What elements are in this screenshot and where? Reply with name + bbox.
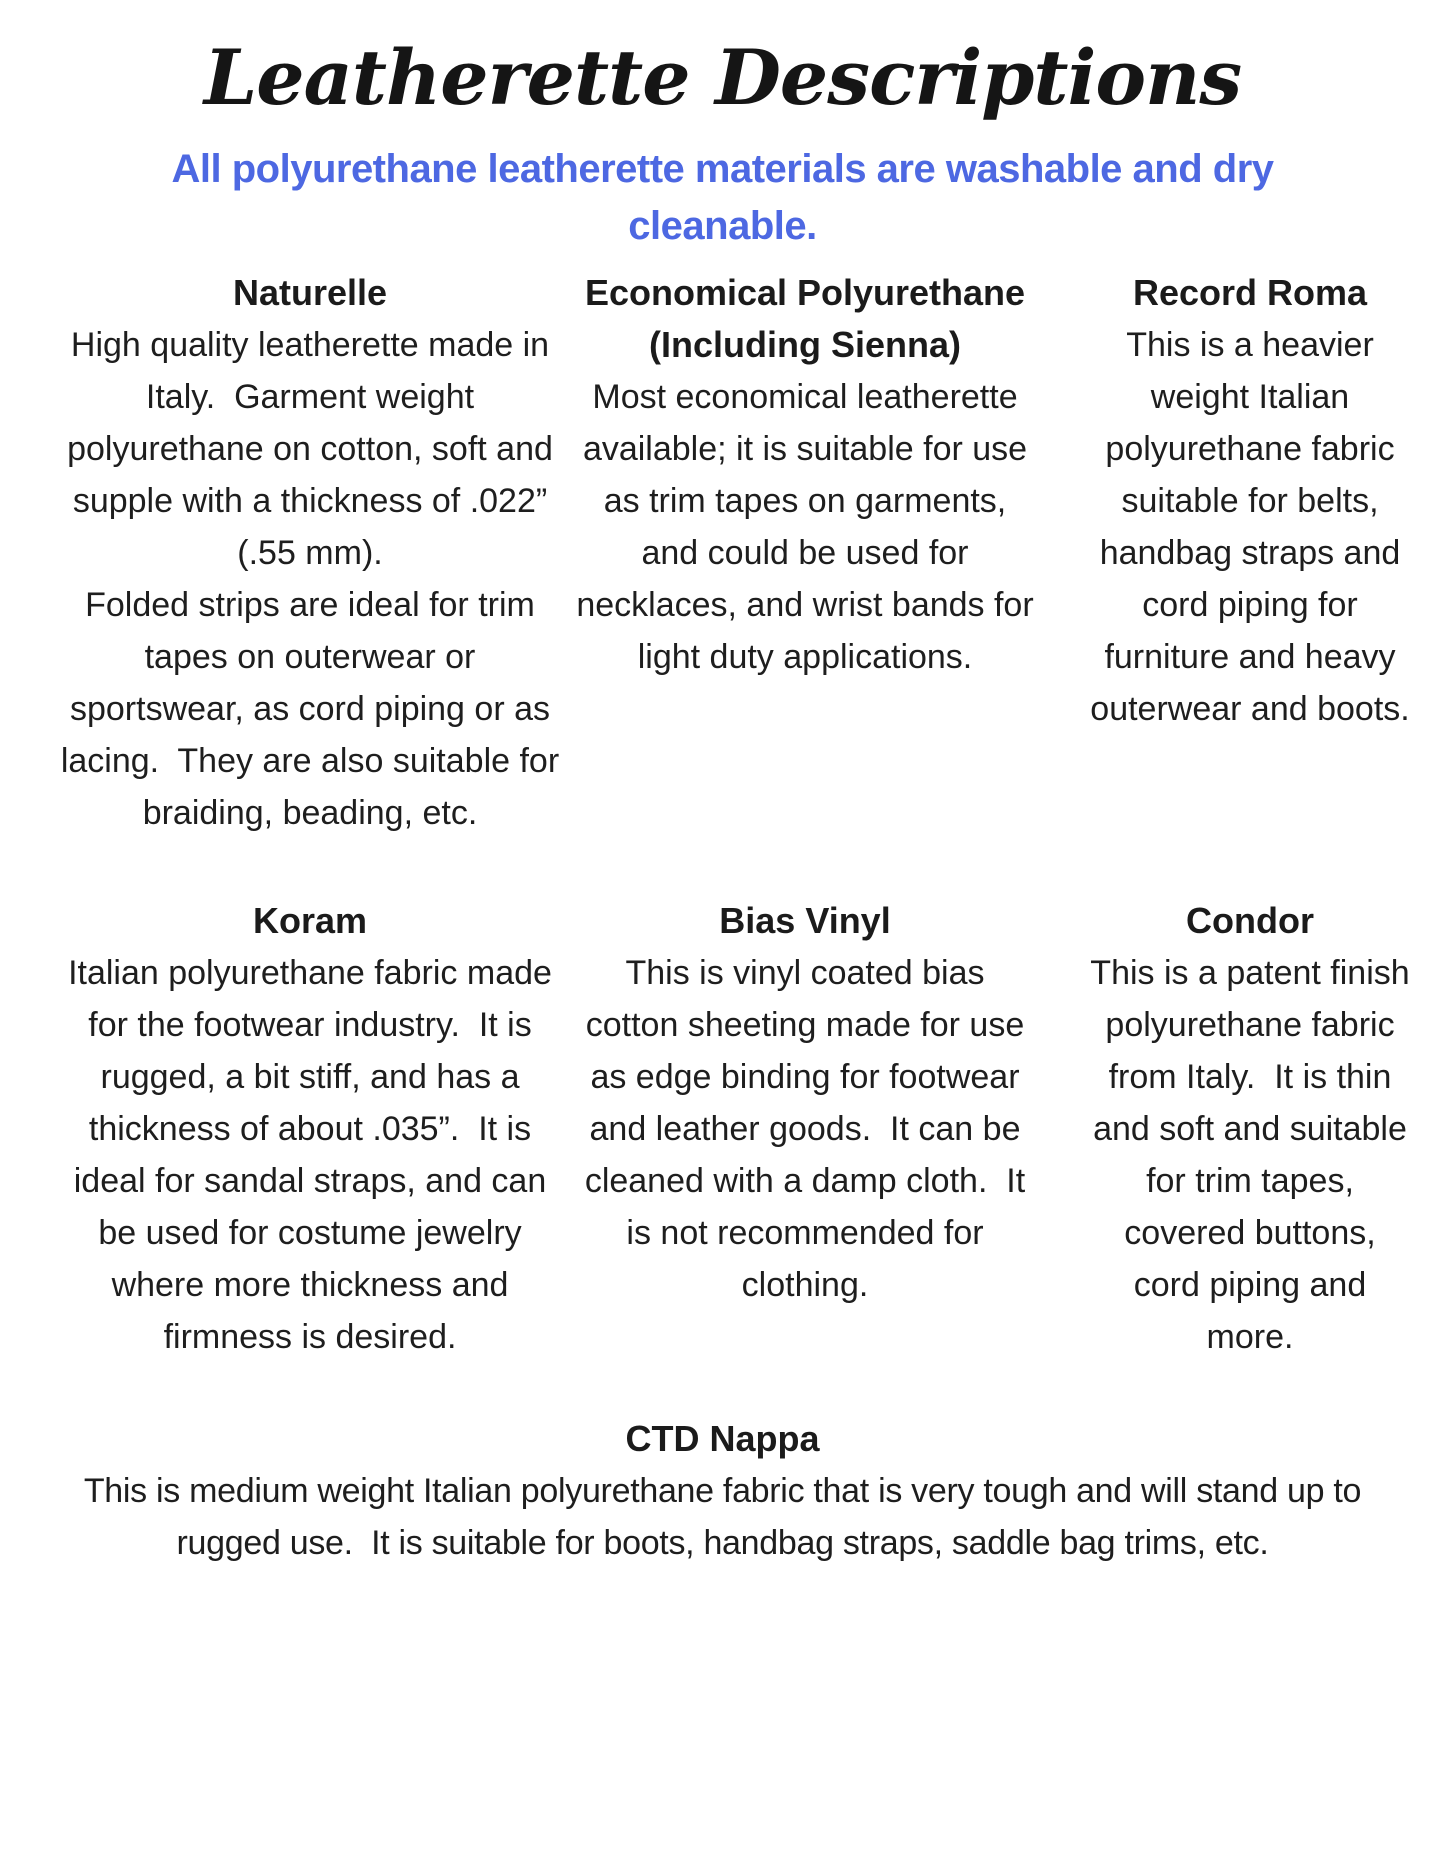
section-bias-vinyl-heading: Bias Vinyl	[719, 899, 891, 941]
section-economical-heading: Economical Polyurethane (Including Sienna)	[584, 271, 1026, 365]
section-ctd-nappa-paragraph: This is medium weight Italian polyurethane fabric that is very tough and will stand up to rugged use. It is suitable for boots, handbag straps, saddle bag trims, etc.	[83, 1471, 1371, 1562]
section-condor-paragraph: This is a patent finish polyurethane fabric from Italy. It is thin and soft and suitable for trim tapes, covered buttons, cord piping and more.	[1090, 953, 1420, 1356]
section-bias-vinyl	[575, 895, 1035, 1311]
section-condor-heading: Condor	[1186, 899, 1314, 941]
section-condor	[1090, 895, 1420, 1363]
section-koram-paragraph: Italian polyurethane fabric made for the footwear industry. It is rugged, a bit stiff, and has a thickness of about .035”. It is ideal for sandal straps, and can be used for costume jewelry where more thickness and firmness is desired.	[68, 953, 562, 1356]
subtitle-line-2: cleanable.	[628, 203, 817, 248]
section-naturelle-paragraph-2: Folded strips are ideal for trim tapes on outerwear or sportswear, as cord piping or as lacing. They are also suitable for braiding, beading, etc.	[60, 585, 569, 832]
section-record-roma	[1090, 267, 1410, 735]
sections-row-1	[0, 267, 1445, 839]
section-koram	[60, 895, 560, 1363]
section-naturelle-heading: Naturelle	[232, 271, 388, 313]
section-koram-heading: Koram	[252, 899, 368, 941]
section-ctd-nappa-heading: CTD Nappa	[625, 1417, 820, 1459]
subtitle-line-1: All polyurethane leatherette materials are washable and dry	[171, 146, 1274, 191]
section-record-roma-paragraph: This is a heavier weight Italian polyurethane fabric suitable for belts, handbag straps and cord piping for furniture and heavy outerwear and boots.	[1090, 325, 1410, 728]
section-bias-vinyl-paragraph: This is vinyl coated bias cotton sheeting made for use as edge binding for footwear and leather goods. It can be cleaned with a damp cloth. It is not recommended for clothing.	[584, 953, 1035, 1304]
section-naturelle	[60, 267, 569, 839]
sections-row-2	[0, 895, 1445, 1363]
page-subtitle	[0, 141, 1445, 255]
section-record-roma-heading: Record Roma	[1132, 271, 1368, 313]
section-ctd-nappa	[58, 1413, 1388, 1569]
section-economical-polyurethane	[575, 267, 1044, 683]
section-economical-paragraph: Most economical leatherette available; it is suitable for use as trim tapes on garments, and could be used for necklaces, and wrist bands for light duty applications.	[576, 377, 1044, 676]
page-title: Leatherette Descriptions	[203, 33, 1242, 122]
section-naturelle-paragraph-1: High quality leatherette made in Italy. Garment weight polyurethane on cotton, soft and supple with a thickness of .022” (.55 mm).	[67, 325, 563, 572]
